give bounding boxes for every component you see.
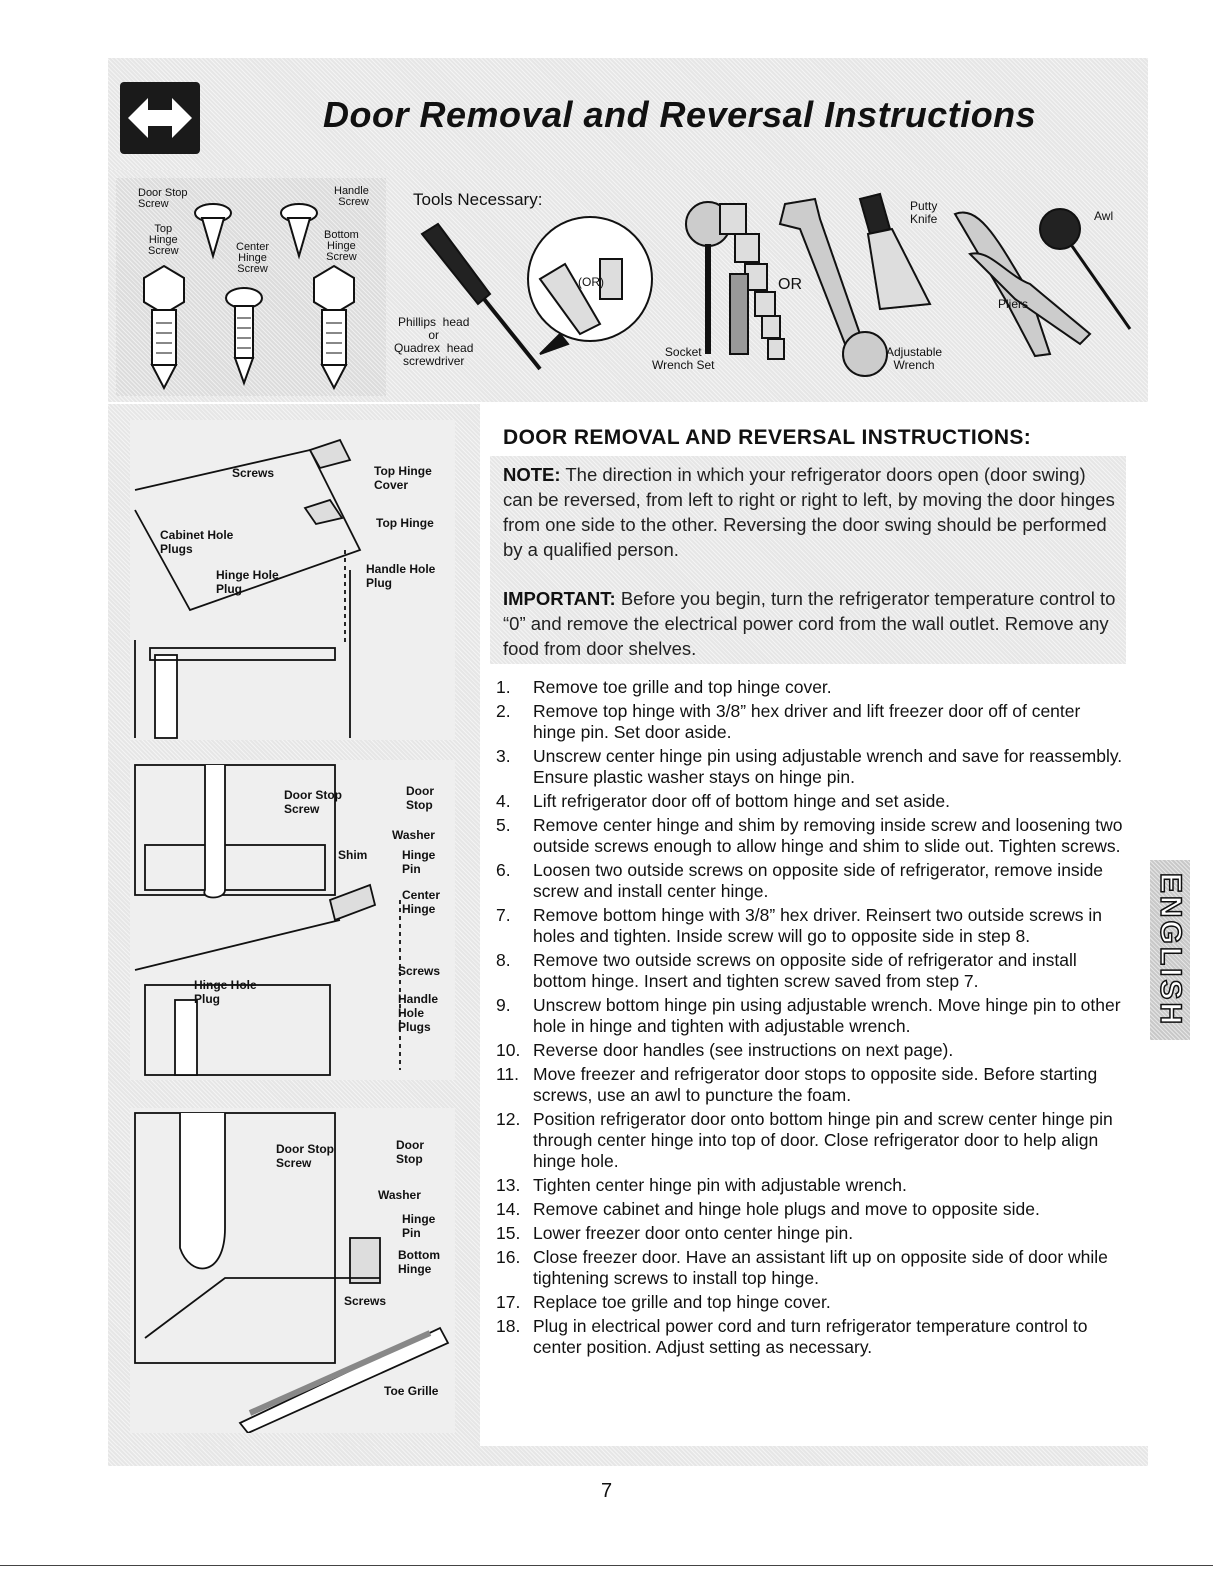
step-text: Move freezer and refrigerator door stops to opposite side. Before starting screws, use an awl to puncture the foam. [533,1064,1098,1105]
step-item [496,677,1126,698]
step-text: Replace toe grille and top hinge cover. [533,1292,831,1312]
step-text: Lower freezer door onto center hinge pin. [533,1223,854,1243]
important-paragraph [503,586,1118,661]
top-hinge-cover-label: Top Hinge Cover [374,464,432,492]
step-number: 4. [496,791,511,811]
center-hinge-label: Center Hinge [402,888,441,916]
step-text: Remove cabinet and hinge hole plugs and move to opposite side. [533,1199,1040,1219]
important-label: IMPORTANT: [503,588,616,609]
adjustable-wrench-label: Adjustable Wrench [886,345,943,372]
step-item [496,1040,1126,1061]
bottom-hinge-screw-label: Bottom Hinge Screw [324,229,359,263]
hinge-hole-plug-label: Hinge Hole Plug [216,568,279,596]
step-number: 9. [496,995,511,1015]
hardware-illustration [116,178,386,396]
tools-illustration [390,184,1150,394]
or-small-label: (OR) [578,275,604,289]
step-item [496,1175,1126,1196]
step-item [496,860,1126,902]
step-number: 7. [496,905,511,925]
step-item [496,791,1126,812]
step-item [496,815,1126,857]
step-item [496,746,1126,788]
step-number: 1. [496,677,511,697]
step-text: Remove center hinge and shim by removing inside screw and loosening two outside screws enough to allow hinge and shim to slide out. Tighten screws. [533,815,1123,856]
handle-screw-label: Handle Screw [334,185,369,208]
step-text: Reverse door handles (see instructions on next page). [533,1040,954,1060]
step-number: 16. [496,1247,521,1267]
note-label: NOTE: [503,464,561,485]
step-text: Plug in electrical power cord and turn refrigerator temperature control to center position. Adjust setting as necessary. [533,1316,1088,1357]
putty-knife-label: Putty Knife [910,199,938,226]
steps-list [496,677,1126,1361]
step-item [496,995,1126,1037]
step-item [496,1316,1126,1358]
hinge-pin-label: Hinge Pin [402,1212,436,1240]
step-text: Unscrew bottom hinge pin using adjustable wrench. Move hinge pin to other hole in hinge and tighten with adjustable wrench. [533,995,1121,1036]
page-number: 7 [600,1480,613,1502]
door-stop-screw-label: Door Stop Screw [138,187,188,210]
divider [0,1565,1213,1566]
screws-label: Screws [232,466,275,480]
step-item [496,1292,1126,1313]
cabinet-hole-plugs-label: Cabinet Hole Plugs [160,528,234,556]
bottom-hinge-label: Bottom Hinge [398,1248,440,1276]
center-hinge-screw-label: Center Hinge Screw [236,241,270,275]
bottom-strip [108,1446,1148,1466]
shim-label: Shim [338,848,368,862]
step-item [496,701,1126,743]
top-hinge-label: Top Hinge [376,516,434,530]
step-item [496,1223,1126,1244]
toe-grille-label: Toe Grille [384,1384,439,1398]
page-title: Door Removal and Reversal Instructions [323,94,1037,135]
or-big-label: OR [778,276,802,293]
top-hinge-screw-label: Top Hinge Screw [148,223,179,257]
step-number: 3. [496,746,511,766]
pliers-label: Pliers [998,297,1029,311]
washer-label: Washer [392,828,435,842]
step-number: 10. [496,1040,521,1060]
instructions-heading: DOOR REMOVAL AND REVERSAL INSTRUCTIONS: [503,426,1032,449]
center-hinge-figure [130,760,455,1080]
screws-label: Screws [344,1294,387,1308]
screwdriver-label: Phillips head or Quadrex head screwdriver [394,315,474,368]
step-text: Unscrew center hinge pin using adjustable wrench and save for reassembly. Ensure plastic washer stays on hinge pin. [533,746,1123,787]
tools-title: Tools Necessary: [413,190,543,209]
note-paragraph [503,462,1118,562]
door-stop-screw-label: Door Stop Screw [284,788,342,816]
hinge-hole-plug-label: Hinge Hole Plug [194,978,257,1006]
step-item [496,905,1126,947]
hinge-pin-label: Hinge Pin [402,848,436,876]
step-number: 17. [496,1292,521,1312]
step-number: 18. [496,1316,521,1336]
language-tab-label-wrap [1150,860,1190,1040]
language-tab-label: ENGLISH [1154,872,1188,1028]
step-item [496,1199,1126,1220]
step-number: 6. [496,860,511,880]
step-number: 5. [496,815,511,835]
note-text: The direction in which your refrigerator doors open (door swing) can be reversed, from left to right or right to left, by moving the door hinges from one side to the other. Reversing the door swing should be performed by a qualified person. [503,464,1115,560]
top-hinge-figure [130,420,455,740]
step-item [496,1109,1126,1172]
step-text: Close freezer door. Have an assistant lift up on opposite side of door while tightening screws to install top hinge. [533,1247,1108,1288]
bottom-hinge-figure [130,1108,455,1433]
step-text: Remove two outside screws on opposite side of refrigerator and install bottom hinge. Insert and tighten screw saved from step 7. [533,950,1077,991]
door-stop-label: Door Stop [406,784,434,812]
step-text: Loosen two outside screws on opposite side of refrigerator, remove inside screw and install center hinge. [533,860,1104,901]
step-text: Remove bottom hinge with 3/8” hex driver. Reinsert two outside screws in holes and tighten. Inside screw will go to opposite side in step 8. [533,905,1103,946]
step-number: 11. [496,1064,520,1084]
step-item [496,1247,1126,1289]
handle-hole-plug-label: Handle Hole Plug [366,562,436,590]
step-number: 8. [496,950,511,970]
door-stop-label: Door Stop [396,1138,424,1166]
step-text: Remove top hinge with 3/8” hex driver and lift freezer door off of center hinge pin. Set door aside. [533,701,1081,742]
washer-label: Washer [378,1188,421,1202]
screws-label: Screws [398,964,441,978]
handle-hole-plugs-label: Handle Hole Plugs [398,992,439,1034]
step-number: 12. [496,1109,521,1129]
awl-label: Awl [1094,209,1114,223]
step-text: Position refrigerator door onto bottom hinge pin and screw center hinge pin through center hinge into top of door. Close refrigerator door to help align hinge hole. [533,1109,1113,1171]
door-stop-screw-label: Door Stop Screw [276,1142,334,1170]
important-text: Before you begin, turn the refrigerator temperature control to “0” and remove the electrical power cord from the wall outlet. Remove any food from door shelves. [503,588,1116,659]
step-text: Tighten center hinge pin with adjustable wrench. [533,1175,907,1195]
socket-wrench-label: Socket Wrench Set [652,345,715,372]
step-text: Lift refrigerator door off of bottom hinge and set aside. [533,791,951,811]
step-number: 2. [496,701,511,721]
step-item [496,1064,1126,1106]
step-number: 13. [496,1175,521,1195]
step-number: 14. [496,1199,521,1219]
step-item [496,950,1126,992]
double-arrow-icon [120,82,200,154]
step-text: Remove toe grille and top hinge cover. [533,677,832,697]
step-number: 15. [496,1223,521,1243]
